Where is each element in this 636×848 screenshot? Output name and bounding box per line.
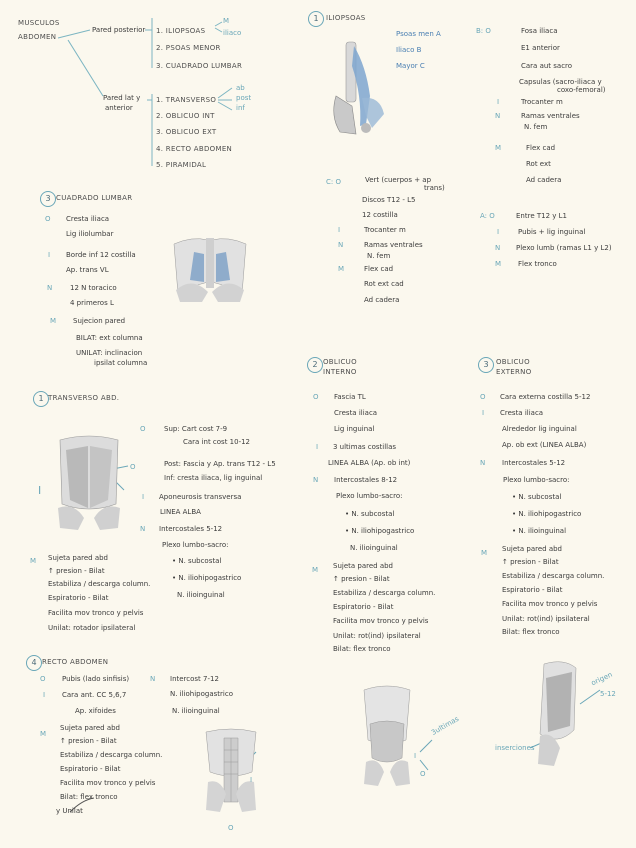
recto-action-4: Espiratorio - Bilat — [60, 765, 121, 773]
oblicuo-ext-nerve-1: Intercostales 5-12 — [502, 459, 566, 467]
iliopsoas-b-nerve-letter: N — [495, 112, 501, 120]
iliopsoas-c-action-3: Ad cadera — [364, 296, 400, 304]
iliopsoas-c-action-1: Flex cad — [364, 265, 394, 273]
legend-psoas-menor: Psoas men A — [396, 30, 441, 38]
recto-title: RECTO ABDOMEN — [42, 658, 109, 666]
recto-number-badge: 4 — [26, 655, 42, 671]
cuadrado-origin-2: Lig iliolumbar — [66, 230, 114, 238]
oblicuo-int-insertion-letter: I — [316, 443, 319, 451]
transverso-origin-4: Inf: cresta iliaca, lig inguinal — [164, 474, 263, 482]
oblicuo-ext-figure-origen: origen — [590, 670, 614, 688]
iliopsoas-a-nerve: Plexo lumb (ramas L1 y L2) — [516, 244, 612, 252]
recto-nerve-letter: N — [150, 675, 156, 683]
oblicuo-int-illustration — [356, 684, 418, 788]
transverso-action-1: Sujeta pared abd — [48, 554, 108, 562]
oblicuo-int-action-4: Espiratorio - Bilat — [333, 603, 394, 611]
recto-nerve-2: N. iliohipogastrico — [170, 690, 233, 698]
list-extra-m: M — [223, 17, 230, 25]
oblicuo-ext-action-2: ↑ presion - Bilat — [502, 558, 559, 566]
oblicuo-int-action-1: Sujeta pared abd — [333, 562, 393, 570]
recto-action-2: ↑ presion - Bilat — [60, 737, 117, 745]
oblicuo-ext-action-letter: M — [481, 549, 488, 557]
cuadrado-action-1: Sujecion pared — [73, 317, 126, 325]
recto-insertion-1: Cara ant. CC 5,6,7 — [62, 691, 127, 699]
iliopsoas-title: ILIOPSOAS — [326, 14, 366, 22]
oblicuo-int-nerve-2: Plexo lumbo-sacro: — [336, 492, 403, 500]
oblicuo-int-action-2: ↑ presion - Bilat — [333, 575, 390, 583]
iliopsoas-a-origin: Entre T12 y L1 — [516, 212, 567, 220]
transverso-action-2: ↑ presion - Bilat — [48, 567, 105, 575]
iliopsoas-a-insertion-letter: I — [497, 228, 500, 236]
recto-action-7: y Unilat — [56, 807, 83, 815]
transverso-origin-3: Post: Fascia y Ap. trans T12 - L5 — [164, 460, 276, 468]
oblicuo-ext-action-4: Espiratorio - Bilat — [502, 586, 563, 594]
list-item-piramidal: 5. PIRAMIDAL — [156, 161, 207, 169]
iliopsoas-c-nerve-letter: N — [338, 241, 344, 249]
cuadrado-insertion-letter: I — [48, 251, 51, 259]
cuadrado-action-3: UNILAT: inclinacion — [76, 349, 143, 357]
oblicuo-ext-insertion-2: Alrededor lig inguinal — [502, 425, 577, 433]
oblicuo-ext-nerve-4: • N. iliohipogastrico — [512, 510, 582, 518]
oblicuo-int-origin-letter: O — [313, 393, 319, 401]
transverso-origin-2: Cara int cost 10-12 — [183, 438, 251, 446]
list-item-oblicuo-int: 2. OBLICUO INT — [156, 112, 215, 120]
list-item-psoas-menor: 2. PSOAS MENOR — [156, 44, 221, 52]
oblicuo-int-nerve-5: N. ilioinguinal — [350, 544, 398, 552]
iliopsoas-c-action-letter: M — [338, 265, 345, 273]
cuadrado-action-4: ipsilat columna — [94, 359, 148, 367]
oblicuo-int-action-5: Facilita mov tronco y pelvis — [333, 617, 429, 625]
transverso-insertion-letter: I — [142, 493, 145, 501]
oblicuo-ext-insertion-letter: I — [482, 409, 485, 417]
oblicuo-int-nerve-1: Intercostales 8-12 — [334, 476, 398, 484]
oblicuo-ext-insertion-3: Ap. ob ext (LINEA ALBA) — [502, 441, 587, 449]
oblicuo-ext-illustration — [534, 660, 582, 770]
iliopsoas-a-action: Flex tronco — [518, 260, 557, 268]
recto-action-3: Estabiliza / descarga column. — [60, 751, 163, 759]
iliopsoas-illustration — [326, 36, 392, 140]
list-extra-ab: ab — [236, 84, 245, 92]
recto-origin-letter: O — [40, 675, 46, 683]
transverso-action-4: Espiratorio - Bilat — [48, 594, 109, 602]
title-abdomen: ABDOMEN — [18, 33, 57, 41]
cuadrado-action-letter: M — [50, 317, 57, 325]
iliopsoas-a-nerve-letter: N — [495, 244, 501, 252]
oblicuo-ext-action-5: Facilita mov tronco y pelvis — [502, 600, 598, 608]
transverso-action-5: Facilita mov tronco y pelvis — [48, 609, 144, 617]
iliopsoas-b-origin-3: Cara aut sacro — [521, 62, 573, 70]
oblicuo-int-action-3: Estabiliza / descarga column. — [333, 589, 436, 597]
oblicuo-int-figure-label: 3ultimas — [430, 714, 461, 737]
cuadrado-nerve-2: 4 primeros L — [70, 299, 114, 307]
oblicuo-ext-nerve-3: • N. subcostal — [512, 493, 562, 501]
iliopsoas-a-action-letter: M — [495, 260, 502, 268]
transverso-nerve-2: Plexo lumbo-sacro: — [162, 541, 229, 549]
iliopsoas-b-origin-label: B: O — [476, 27, 491, 35]
recto-figure-o: O — [228, 824, 234, 832]
iliopsoas-c-origin-2: trans) — [424, 184, 445, 192]
oblicuo-int-action-7: Bilat: flex tronco — [333, 645, 391, 653]
iliopsoas-number-badge: 1 — [308, 11, 324, 27]
transverso-origin-1: Sup: Cart cost 7-9 — [164, 425, 228, 433]
iliopsoas-c-nerve-1: Ramas ventrales — [364, 241, 423, 249]
cuadrado-origin-letter: O — [45, 215, 51, 223]
oblicuo-int-title-2: INTERNO — [323, 368, 357, 376]
iliopsoas-c-origin-1: Vert (cuerpos + ap — [365, 176, 432, 184]
transverso-nerve-4: • N. iliohipogastrico — [172, 574, 242, 582]
recto-insertion-letter: I — [43, 691, 46, 699]
recto-insertion-2: Ap. xifoides — [75, 707, 116, 715]
list-extra-iliaco: iliaco — [223, 29, 242, 37]
list-item-recto: 4. RECTO ABDOMEN — [156, 145, 233, 153]
iliopsoas-b-origin-2: E1 anterior — [521, 44, 560, 52]
oblicuo-ext-nerve-2: Plexo lumbo-sacro: — [503, 476, 570, 484]
recto-action-5: Facilita mov tronco y pelvis — [60, 779, 156, 787]
oblicuo-ext-action-3: Estabiliza / descarga column. — [502, 572, 605, 580]
iliopsoas-b-origin-4: Capsulas (sacro-iliaca y — [519, 78, 602, 86]
oblicuo-int-origin-2: Cresta iliaca — [334, 409, 378, 417]
oblicuo-int-action-6: Unilat: rot(ind) ipsilateral — [333, 632, 421, 640]
oblicuo-ext-action-6: Unilat: rot(ind) ipsilateral — [502, 615, 590, 623]
cuadrado-title: CUADRADO LUMBAR — [56, 194, 133, 202]
oblicuo-ext-title-2: EXTERNO — [496, 368, 532, 376]
iliopsoas-c-insertion: Trocanter m — [364, 226, 406, 234]
list-item-oblicuo-ext: 3. OBLICUO EXT — [156, 128, 217, 136]
oblicuo-int-figure-o: O — [420, 770, 426, 778]
cuadrado-insertion-2: Ap. trans VL — [66, 266, 109, 274]
cuadrado-insertion-1: Borde inf 12 costilla — [66, 251, 136, 259]
oblicuo-int-title-1: OBLICUO — [323, 358, 357, 366]
list-item-cuadrado: 3. CUADRADO LUMBAR — [156, 62, 243, 70]
oblicuo-int-insertion-2: LINEA ALBA (Ap. ob int) — [328, 459, 411, 467]
recto-action-letter: M — [40, 730, 47, 738]
oblicuo-ext-figure-range: 5-12 — [600, 690, 616, 698]
legend-psoas-mayor: Mayor C — [396, 62, 425, 70]
oblicuo-int-action-letter: M — [312, 566, 319, 574]
oblicuo-ext-origin: Cara externa costilla 5-12 — [500, 393, 591, 401]
recto-figure-i: I — [250, 776, 253, 784]
oblicuo-int-origin-1: Fascia TL — [334, 393, 366, 401]
list-extra-inf: inf — [236, 104, 245, 112]
iliopsoas-b-origin-1: Fosa iliaca — [521, 27, 558, 35]
recto-action-1: Sujeta pared abd — [60, 724, 120, 732]
cuadrado-nerve-1: 12 N toracico — [70, 284, 117, 292]
transverso-action-6: Unilat: rotador ipsilateral — [48, 624, 136, 632]
recto-nerve-3: N. ilioinguinal — [172, 707, 220, 715]
transverso-nerve-3: • N. subcostal — [172, 557, 222, 565]
oblicuo-ext-action-7: Bilat: flex tronco — [502, 628, 560, 636]
title-musculos: MUSCULOS — [18, 19, 60, 27]
transverso-nerve-letter: N — [140, 525, 146, 533]
cuadrado-action-2: BILAT: ext columna — [76, 334, 143, 342]
iliopsoas-a-origin-label: A: O — [480, 212, 495, 220]
oblicuo-ext-nerve-5: • N. ilioinguinal — [512, 527, 567, 535]
list-item-transverso: 1. TRANSVERSO — [156, 96, 217, 104]
list-extra-post: post — [236, 94, 252, 102]
cuadrado-nerve-letter: N — [47, 284, 53, 292]
transverso-action-3: Estabiliza / descarga column. — [48, 580, 151, 588]
transverso-insertion-2: LINEA ALBA — [160, 508, 201, 516]
pared-lat-label-2: anterior — [105, 104, 133, 112]
oblicuo-ext-number-badge: 3 — [478, 357, 494, 373]
transverso-nerve-1: Intercostales 5-12 — [159, 525, 223, 533]
cuadrado-number-badge: 3 — [40, 191, 56, 207]
transverso-origin-letter: O — [140, 425, 146, 433]
oblicuo-int-nerve-letter: N — [313, 476, 319, 484]
iliopsoas-b-nerve-1: Ramas ventrales — [521, 112, 580, 120]
iliopsoas-b-nerve-2: N. fem — [524, 123, 548, 131]
oblicuo-int-nerve-3: • N. subcostal — [345, 510, 395, 518]
iliopsoas-c-origin-label: C: O — [326, 178, 341, 186]
iliopsoas-c-origin-4: 12 costilla — [362, 211, 398, 219]
iliopsoas-b-action-letter: M — [495, 144, 502, 152]
cuadrado-origin-1: Cresta iliaca — [66, 215, 110, 223]
transverso-insertion-1: Aponeurosis transversa — [159, 493, 242, 501]
transverso-title: TRANSVERSO ABD. — [48, 394, 120, 402]
oblicuo-int-origin-3: Lig inguinal — [334, 425, 375, 433]
pared-lat-label-1: Pared lat y — [103, 94, 141, 102]
iliopsoas-b-action-1: Flex cad — [526, 144, 556, 152]
oblicuo-ext-action-1: Sujeta pared abd — [502, 545, 562, 553]
oblicuo-int-figure-i: I — [414, 752, 417, 760]
recto-action-6: Bilat: flex tronco — [60, 793, 118, 801]
iliopsoas-c-origin-3: Discos T12 - L5 — [362, 196, 416, 204]
iliopsoas-c-action-2: Rot ext cad — [364, 280, 404, 288]
oblicuo-int-insertion-1: 3 ultimas costillas — [333, 443, 397, 451]
transverso-number-badge: 1 — [33, 391, 49, 407]
transverso-figure-o: O — [130, 463, 136, 471]
oblicuo-ext-origin-letter: O — [480, 393, 486, 401]
oblicuo-ext-figure-inserciones: inserciones — [495, 744, 535, 752]
list-item-iliopsoas: 1. ILIOPSOAS — [156, 27, 206, 35]
recto-origin: Pubis (lado sinfisis) — [62, 675, 130, 683]
transverso-nerve-5: N. ilioinguinal — [177, 591, 225, 599]
recto-illustration — [200, 728, 262, 814]
transverso-figure-i: I — [38, 484, 42, 497]
cuadrado-illustration — [172, 236, 248, 304]
oblicuo-ext-nerve-letter: N — [480, 459, 486, 467]
oblicuo-ext-insertion-1: Cresta iliaca — [500, 409, 544, 417]
iliopsoas-c-insertion-letter: I — [338, 226, 341, 234]
oblicuo-ext-title-1: OBLICUO — [496, 358, 530, 366]
iliopsoas-b-origin-5: coxo-femoral) — [557, 86, 606, 94]
legend-iliaco: Iliaco B — [396, 46, 422, 54]
iliopsoas-a-insertion: Pubis + lig inguinal — [518, 228, 586, 236]
oblicuo-int-number-badge: 2 — [307, 357, 323, 373]
iliopsoas-c-nerve-2: N. fem — [367, 252, 391, 260]
recto-nerve-1: Intercost 7-12 — [170, 675, 219, 683]
iliopsoas-b-action-3: Ad cadera — [526, 176, 562, 184]
iliopsoas-b-insertion: Trocanter m — [521, 98, 563, 106]
iliopsoas-b-insertion-letter: I — [497, 98, 500, 106]
iliopsoas-b-action-2: Rot ext — [526, 160, 551, 168]
transverso-action-letter: M — [30, 557, 37, 565]
transverso-illustration — [54, 434, 124, 532]
oblicuo-int-nerve-4: • N. iliohipogastrico — [345, 527, 415, 535]
pared-posterior-label: Pared posterior — [92, 26, 146, 34]
